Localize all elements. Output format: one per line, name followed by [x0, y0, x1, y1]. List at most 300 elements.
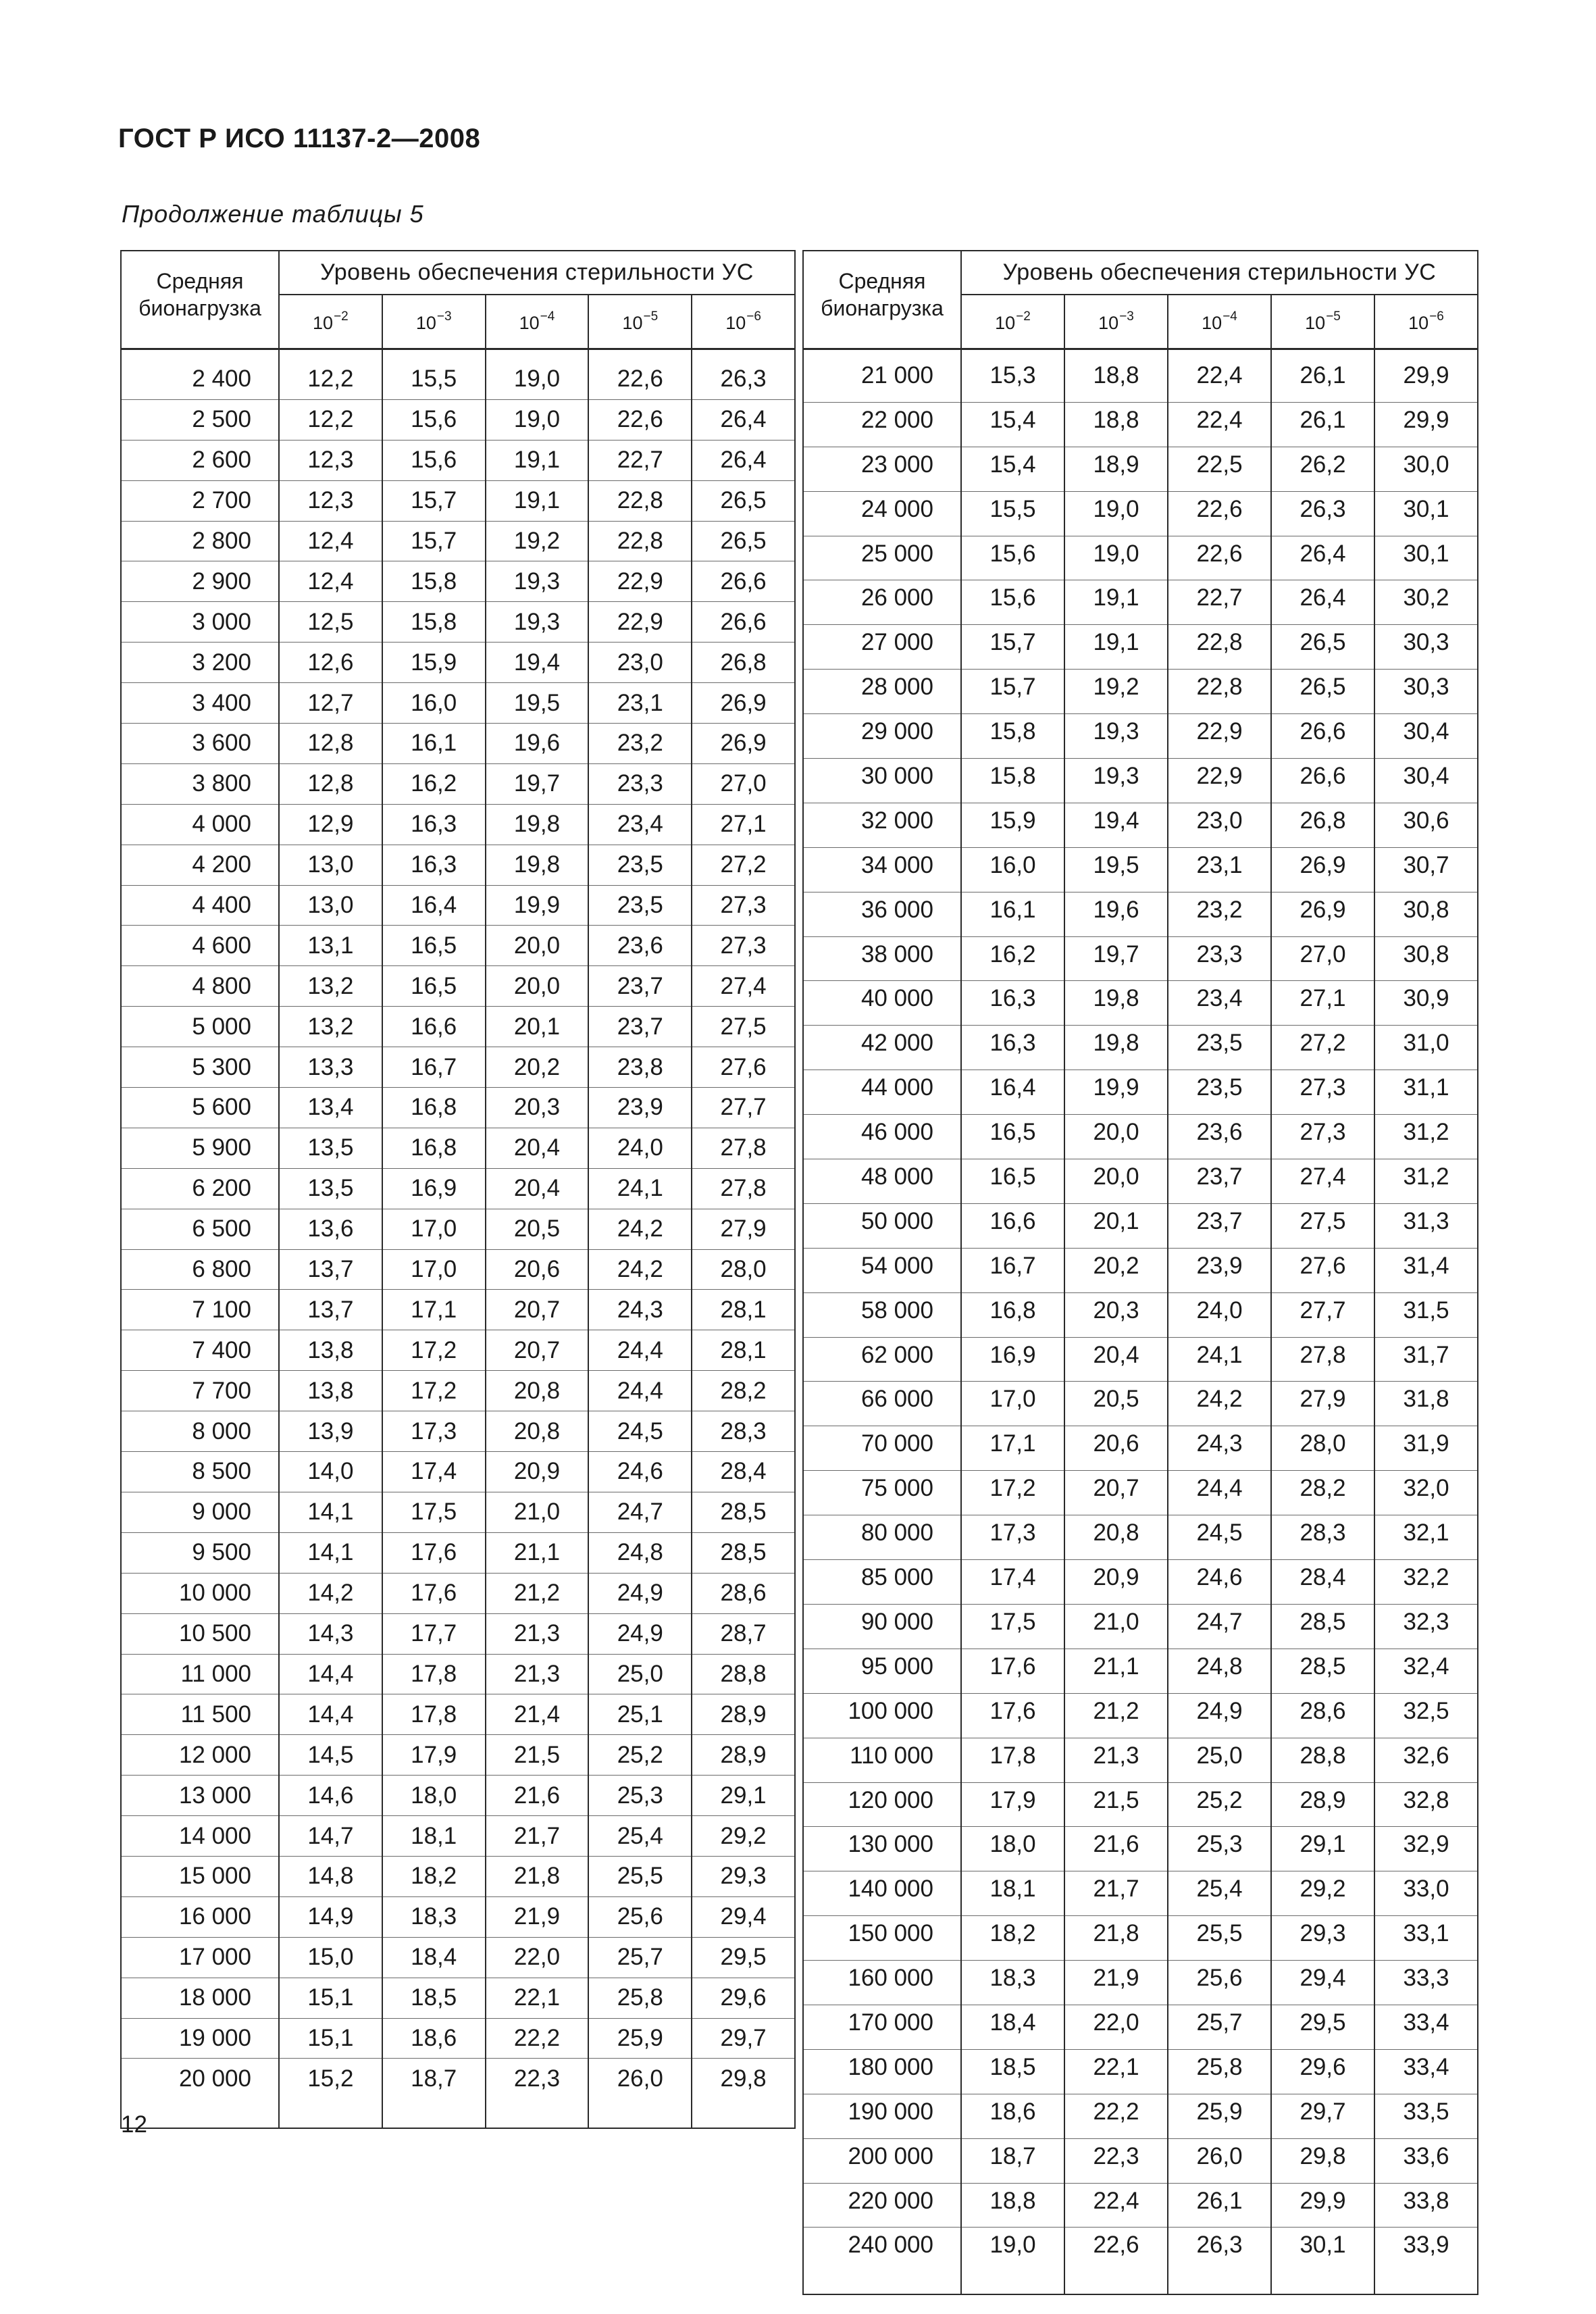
dose-cell: 23,0: [588, 643, 692, 683]
dose-cell: 22,5: [1168, 447, 1271, 491]
bioburden-cell: 28 000: [803, 670, 961, 714]
dose-cell: 29,4: [1271, 1961, 1374, 2005]
table-row: [121, 804, 795, 845]
bioburden-cell: 14 000: [121, 1816, 279, 1857]
bioburden-cell: 4 000: [121, 804, 279, 845]
dose-cell: 17,6: [961, 1649, 1064, 1693]
dose-cell: 25,6: [1168, 1961, 1271, 2005]
table-row: [803, 1337, 1478, 1382]
bioburden-cell: 40 000: [803, 981, 961, 1026]
dose-cell: 16,2: [961, 936, 1064, 981]
dose-cell: 29,5: [1271, 2005, 1374, 2049]
dose-cell: 30,6: [1374, 803, 1478, 847]
table-row: [803, 759, 1478, 803]
dose-cell: 17,2: [961, 1471, 1064, 1515]
bioburden-cell: 5 300: [121, 1047, 279, 1088]
dose-cell: 29,1: [692, 1776, 795, 1816]
table-row: [121, 1047, 795, 1088]
dose-cell: 25,4: [1168, 1871, 1271, 1916]
table-row: [121, 1492, 795, 1532]
dose-cell: 12,9: [279, 804, 382, 845]
dose-cell: 25,5: [1168, 1916, 1271, 1961]
table-row: [121, 845, 795, 885]
dose-cell: 19,2: [486, 521, 589, 561]
dose-cell: 18,8: [1064, 349, 1168, 403]
dose-cell: 21,5: [486, 1735, 589, 1776]
bioburden-cell: 240 000: [803, 2228, 961, 2295]
dose-cell: 19,6: [486, 724, 589, 764]
dose-cell: 23,4: [588, 804, 692, 845]
dose-cell: 16,5: [382, 966, 486, 1007]
dose-cell: 33,3: [1374, 1961, 1478, 2005]
dose-cell: 26,4: [1271, 580, 1374, 625]
dose-cell: 21,9: [1064, 1961, 1168, 2005]
dose-cell: 24,7: [1168, 1604, 1271, 1649]
dose-cell: 21,3: [486, 1613, 589, 1654]
header-sal-level: [486, 295, 589, 349]
dose-cell: 20,8: [1064, 1515, 1168, 1560]
bioburden-cell: 5 600: [121, 1088, 279, 1128]
dose-cell: 12,3: [279, 440, 382, 480]
dose-cell: 25,0: [588, 1654, 692, 1694]
dose-cell: 22,4: [1168, 402, 1271, 447]
bioburden-cell: 13 000: [121, 1776, 279, 1816]
dose-cell: 25,3: [1168, 1827, 1271, 1871]
dose-cell: 28,1: [692, 1290, 795, 1330]
dose-cell: 22,9: [1168, 759, 1271, 803]
dose-cell: 27,6: [1271, 1248, 1374, 1292]
dose-cell: 24,7: [588, 1492, 692, 1532]
table-row: [803, 1382, 1478, 1426]
dose-cell: 32,5: [1374, 1693, 1478, 1738]
dose-cell: 21,1: [486, 1532, 589, 1573]
table-row: [121, 440, 795, 480]
sal-base: 10: [1305, 313, 1326, 333]
table-row: [803, 1292, 1478, 1337]
dose-cell: 13,8: [279, 1330, 382, 1371]
dose-cell: 27,9: [1271, 1382, 1374, 1426]
dose-cell: 26,0: [588, 2059, 692, 2129]
bioburden-cell: 85 000: [803, 1560, 961, 1605]
dose-cell: 19,4: [1064, 803, 1168, 847]
bioburden-cell: 3 200: [121, 643, 279, 683]
dose-cell: 26,3: [1271, 491, 1374, 536]
table-row: [803, 936, 1478, 981]
dose-cell: 18,8: [961, 2183, 1064, 2228]
dose-cell: 23,9: [588, 1088, 692, 1128]
bioburden-cell: 2 400: [121, 349, 279, 400]
dose-cell: 13,6: [279, 1209, 382, 1249]
sal-exponent: −3: [436, 309, 452, 324]
dose-cell: 26,0: [1168, 2138, 1271, 2183]
dose-cell: 26,9: [1271, 892, 1374, 936]
dose-cell: 32,8: [1374, 1782, 1478, 1827]
dose-cell: 21,5: [1064, 1782, 1168, 1827]
bioburden-cell: 44 000: [803, 1070, 961, 1115]
dose-cell: 14,8: [279, 1856, 382, 1896]
dose-cell: 17,4: [382, 1452, 486, 1492]
dose-cell: 21,8: [1064, 1916, 1168, 1961]
dose-cell: 13,2: [279, 1007, 382, 1047]
dose-cell: 18,5: [961, 2049, 1064, 2094]
dose-cell: 24,0: [588, 1128, 692, 1168]
dose-cell: 27,2: [1271, 1026, 1374, 1070]
dose-cell: 27,1: [692, 804, 795, 845]
dose-cell: 17,7: [382, 1613, 486, 1654]
table-row: [803, 1159, 1478, 1204]
dose-cell: 28,9: [692, 1694, 795, 1735]
table-row: [121, 2059, 795, 2129]
dose-cell: 24,9: [588, 1613, 692, 1654]
dose-cell: 18,6: [961, 2094, 1064, 2138]
dose-cell: 30,0: [1374, 447, 1478, 491]
dose-cell: 15,6: [961, 536, 1064, 580]
dose-cell: 26,1: [1271, 349, 1374, 403]
dose-cell: 20,7: [486, 1330, 589, 1371]
table-left-half: [120, 250, 796, 2129]
table-row: [803, 714, 1478, 759]
dose-cell: 23,7: [588, 1007, 692, 1047]
sal-base: 10: [519, 313, 540, 333]
dose-cell: 19,6: [1064, 892, 1168, 936]
bioburden-cell: 2 700: [121, 480, 279, 521]
dose-cell: 14,0: [279, 1452, 382, 1492]
table-row: [121, 349, 795, 400]
dose-cell: 23,5: [588, 845, 692, 885]
bioburden-cell: 150 000: [803, 1916, 961, 1961]
dose-cell: 25,6: [588, 1896, 692, 1937]
dose-cell: 30,9: [1374, 981, 1478, 1026]
dose-cell: 13,1: [279, 926, 382, 966]
dose-cell: 28,8: [692, 1654, 795, 1694]
dose-cell: 29,6: [692, 1978, 795, 2018]
dose-cell: 24,9: [588, 1573, 692, 1613]
bioburden-cell: 4 600: [121, 926, 279, 966]
bioburden-cell: 48 000: [803, 1159, 961, 1204]
sal-base: 10: [622, 313, 643, 333]
dose-cell: 16,9: [961, 1337, 1064, 1382]
dose-cell: 18,7: [382, 2059, 486, 2129]
bioburden-cell: 8 000: [121, 1411, 279, 1452]
dose-cell: 20,8: [486, 1371, 589, 1411]
dose-cell: 27,8: [692, 1168, 795, 1209]
dose-cell: 22,7: [1168, 580, 1271, 625]
dose-cell: 21,1: [1064, 1649, 1168, 1693]
dose-cell: 18,6: [382, 2018, 486, 2059]
dose-cell: 16,2: [382, 763, 486, 804]
dose-cell: 26,3: [1168, 2228, 1271, 2295]
dose-cell: 19,1: [1064, 580, 1168, 625]
dose-cell: 22,8: [1168, 670, 1271, 714]
dose-cell: 17,5: [961, 1604, 1064, 1649]
dose-cell: 29,5: [692, 1937, 795, 1978]
dose-cell: 31,7: [1374, 1337, 1478, 1382]
dose-cell: 15,7: [382, 521, 486, 561]
table-row: [121, 885, 795, 926]
dose-cell: 33,9: [1374, 2228, 1478, 2295]
bioburden-cell: 58 000: [803, 1292, 961, 1337]
dose-cell: 26,5: [692, 480, 795, 521]
dose-cell: 20,0: [1064, 1115, 1168, 1159]
dose-cell: 25,9: [588, 2018, 692, 2059]
header-sterility-assurance-level: Уровень обеспечения стерильности УС: [279, 251, 795, 295]
dose-cell: 28,0: [1271, 1426, 1374, 1471]
bioburden-cell: 12 000: [121, 1735, 279, 1776]
dose-cell: 29,2: [1271, 1871, 1374, 1916]
dose-cell: 18,8: [1064, 402, 1168, 447]
dose-cell: 30,1: [1271, 2228, 1374, 2295]
dose-cell: 26,6: [1271, 759, 1374, 803]
dose-cell: 19,3: [486, 561, 589, 602]
dose-cell: 14,9: [279, 1896, 382, 1937]
dose-cell: 22,3: [1064, 2138, 1168, 2183]
table-right-half: [802, 250, 1478, 2295]
dose-cell: 17,2: [382, 1330, 486, 1371]
bioburden-cell: 9 500: [121, 1532, 279, 1573]
table-row: [121, 683, 795, 724]
dose-cell: 26,5: [1271, 625, 1374, 670]
table-row: [803, 2183, 1478, 2228]
table-row: [121, 1452, 795, 1492]
bioburden-cell: 4 200: [121, 845, 279, 885]
table-row: [803, 1515, 1478, 1560]
dose-cell: 17,5: [382, 1492, 486, 1532]
dose-cell: 19,8: [1064, 981, 1168, 1026]
bioburden-cell: 70 000: [803, 1426, 961, 1471]
dose-cell: 15,9: [382, 643, 486, 683]
table-row: [803, 1560, 1478, 1605]
bioburden-cell: 16 000: [121, 1896, 279, 1937]
sal-exponent: −4: [540, 309, 555, 324]
dose-cell: 31,2: [1374, 1115, 1478, 1159]
dose-cell: 19,5: [1064, 847, 1168, 892]
dose-cell: 14,4: [279, 1694, 382, 1735]
dose-cell: 29,6: [1271, 2049, 1374, 2094]
dose-cell: 19,7: [1064, 936, 1168, 981]
dose-cell: 19,3: [1064, 759, 1168, 803]
bioburden-cell: 66 000: [803, 1382, 961, 1426]
dose-cell: 16,7: [382, 1047, 486, 1088]
bioburden-cell: 3 800: [121, 763, 279, 804]
bioburden-cell: 50 000: [803, 1203, 961, 1248]
table-row: [803, 625, 1478, 670]
dose-cell: 13,5: [279, 1128, 382, 1168]
dose-cell: 19,1: [486, 480, 589, 521]
dose-cell: 26,8: [1271, 803, 1374, 847]
header-sal-level: [382, 295, 486, 349]
dose-cell: 26,6: [692, 602, 795, 643]
dose-cell: 22,2: [486, 2018, 589, 2059]
table-row: [121, 1007, 795, 1047]
dose-cell: 31,8: [1374, 1382, 1478, 1426]
dose-cell: 19,3: [486, 602, 589, 643]
table-row: [803, 2094, 1478, 2138]
dose-cell: 22,6: [588, 349, 692, 400]
table-row: [121, 1896, 795, 1937]
dose-cell: 28,9: [692, 1735, 795, 1776]
dose-cell: 27,9: [692, 1209, 795, 1249]
dose-cell: 17,1: [961, 1426, 1064, 1471]
dose-cell: 18,3: [382, 1896, 486, 1937]
dose-cell: 17,0: [382, 1249, 486, 1290]
bioburden-cell: 95 000: [803, 1649, 961, 1693]
dose-cell: 17,2: [382, 1371, 486, 1411]
bioburden-cell: 9 000: [121, 1492, 279, 1532]
table-body-right: [803, 349, 1478, 2295]
table-row: [121, 1856, 795, 1896]
bioburden-cell: 75 000: [803, 1471, 961, 1515]
bioburden-cell: 27 000: [803, 625, 961, 670]
dose-cell: 19,0: [961, 2228, 1064, 2295]
dose-cell: 28,5: [1271, 1649, 1374, 1693]
bioburden-cell: 4 400: [121, 885, 279, 926]
bioburden-cell: 8 500: [121, 1452, 279, 1492]
dose-cell: 19,9: [1064, 1070, 1168, 1115]
bioburden-cell: 3 600: [121, 724, 279, 764]
dose-cell: 22,6: [1064, 2228, 1168, 2295]
document-title: ГОСТ Р ИСО 11137-2—2008: [118, 124, 481, 153]
table-row: [121, 480, 795, 521]
table-row: [803, 1693, 1478, 1738]
table-row: [121, 1128, 795, 1168]
dose-cell: 27,4: [1271, 1159, 1374, 1204]
dose-cell: 24,8: [588, 1532, 692, 1573]
bioburden-cell: 6 500: [121, 1209, 279, 1249]
table-row: [803, 1649, 1478, 1693]
dose-cell: 32,3: [1374, 1604, 1478, 1649]
bioburden-cell: 110 000: [803, 1738, 961, 1782]
dose-cell: 33,1: [1374, 1916, 1478, 1961]
dose-cell: 15,4: [961, 402, 1064, 447]
dose-cell: 15,4: [961, 447, 1064, 491]
dose-cell: 21,6: [486, 1776, 589, 1816]
dose-cell: 21,3: [1064, 1738, 1168, 1782]
dose-cell: 24,5: [588, 1411, 692, 1452]
bioburden-cell: 160 000: [803, 1961, 961, 2005]
dose-cell: 30,4: [1374, 714, 1478, 759]
dose-cell: 12,3: [279, 480, 382, 521]
dose-cell: 27,7: [1271, 1292, 1374, 1337]
dose-cell: 20,3: [486, 1088, 589, 1128]
dose-cell: 12,5: [279, 602, 382, 643]
dose-cell: 20,4: [486, 1128, 589, 1168]
bioburden-cell: 11 000: [121, 1654, 279, 1694]
dose-cell: 18,3: [961, 1961, 1064, 2005]
dose-cell: 21,4: [486, 1694, 589, 1735]
bioburden-cell: 6 200: [121, 1168, 279, 1209]
table-row: [803, 402, 1478, 447]
bioburden-cell: 30 000: [803, 759, 961, 803]
bioburden-cell: 120 000: [803, 1782, 961, 1827]
dose-cell: 30,3: [1374, 670, 1478, 714]
dose-cell: 26,6: [1271, 714, 1374, 759]
dose-cell: 25,2: [588, 1735, 692, 1776]
bioburden-cell: 20 000: [121, 2059, 279, 2129]
table-row: [121, 1735, 795, 1776]
dose-cell: 19,8: [486, 845, 589, 885]
dose-cell: 15,8: [961, 759, 1064, 803]
dose-cell: 25,1: [588, 1694, 692, 1735]
dose-cell: 16,8: [382, 1088, 486, 1128]
dose-cell: 22,6: [588, 399, 692, 440]
sal-base: 10: [995, 313, 1016, 333]
dose-cell: 31,4: [1374, 1248, 1478, 1292]
bioburden-cell: 22 000: [803, 402, 961, 447]
dose-cell: 24,4: [588, 1330, 692, 1371]
dose-cell: 16,8: [961, 1292, 1064, 1337]
bioburden-cell: 170 000: [803, 2005, 961, 2049]
dose-cell: 15,6: [382, 399, 486, 440]
dose-cell: 18,4: [382, 1937, 486, 1978]
dose-cell: 16,9: [382, 1168, 486, 1209]
dose-cell: 29,7: [1271, 2094, 1374, 2138]
dose-cell: 24,5: [1168, 1515, 1271, 1560]
header-sal-level: [279, 295, 382, 349]
dose-cell: 23,0: [1168, 803, 1271, 847]
dose-cell: 30,7: [1374, 847, 1478, 892]
dose-cell: 31,0: [1374, 1026, 1478, 1070]
table-row: [803, 1248, 1478, 1292]
dose-cell: 27,2: [692, 845, 795, 885]
dose-cell: 25,0: [1168, 1738, 1271, 1782]
dose-cell: 18,5: [382, 1978, 486, 2018]
dose-cell: 27,6: [692, 1047, 795, 1088]
dose-cell: 19,2: [1064, 670, 1168, 714]
dose-cell: 31,5: [1374, 1292, 1478, 1337]
dose-cell: 32,1: [1374, 1515, 1478, 1560]
dose-cell: 19,0: [486, 349, 589, 400]
table-row: [121, 1088, 795, 1128]
dose-cell: 23,1: [588, 683, 692, 724]
dose-cell: 17,8: [382, 1694, 486, 1735]
dose-cell: 14,1: [279, 1492, 382, 1532]
dose-cell: 22,9: [1168, 714, 1271, 759]
dose-cell: 24,8: [1168, 1649, 1271, 1693]
table-row: [803, 1738, 1478, 1782]
sal-exponent: −6: [746, 309, 761, 324]
dose-cell: 19,8: [486, 804, 589, 845]
dose-cell: 13,4: [279, 1088, 382, 1128]
dose-cell: 28,6: [692, 1573, 795, 1613]
dose-cell: 25,8: [588, 1978, 692, 2018]
dose-cell: 31,3: [1374, 1203, 1478, 1248]
dose-cell: 19,3: [1064, 714, 1168, 759]
dose-cell: 23,4: [1168, 981, 1271, 1026]
table-row: [803, 1203, 1478, 1248]
dose-cell: 29,8: [1271, 2138, 1374, 2183]
dose-cell: 15,7: [382, 480, 486, 521]
dose-cell: 29,9: [1374, 349, 1478, 403]
dose-cell: 23,5: [1168, 1070, 1271, 1115]
dose-cell: 23,2: [1168, 892, 1271, 936]
dose-cell: 25,4: [588, 1816, 692, 1857]
dose-cell: 17,6: [382, 1532, 486, 1573]
sal-base: 10: [1098, 313, 1119, 333]
dose-cell: 33,5: [1374, 2094, 1478, 2138]
dose-cell: 12,8: [279, 763, 382, 804]
dose-cell: 20,5: [486, 1209, 589, 1249]
dose-cell: 28,2: [692, 1371, 795, 1411]
bioburden-cell: 4 800: [121, 966, 279, 1007]
bioburden-cell: 6 800: [121, 1249, 279, 1290]
dose-cell: 16,4: [961, 1070, 1064, 1115]
dose-cell: 20,2: [1064, 1248, 1168, 1292]
dose-cell: 28,5: [692, 1532, 795, 1573]
table-row: [121, 1573, 795, 1613]
page-number: 12: [121, 2111, 147, 2138]
dose-cell: 23,9: [1168, 1248, 1271, 1292]
dose-cell: 24,2: [588, 1249, 692, 1290]
